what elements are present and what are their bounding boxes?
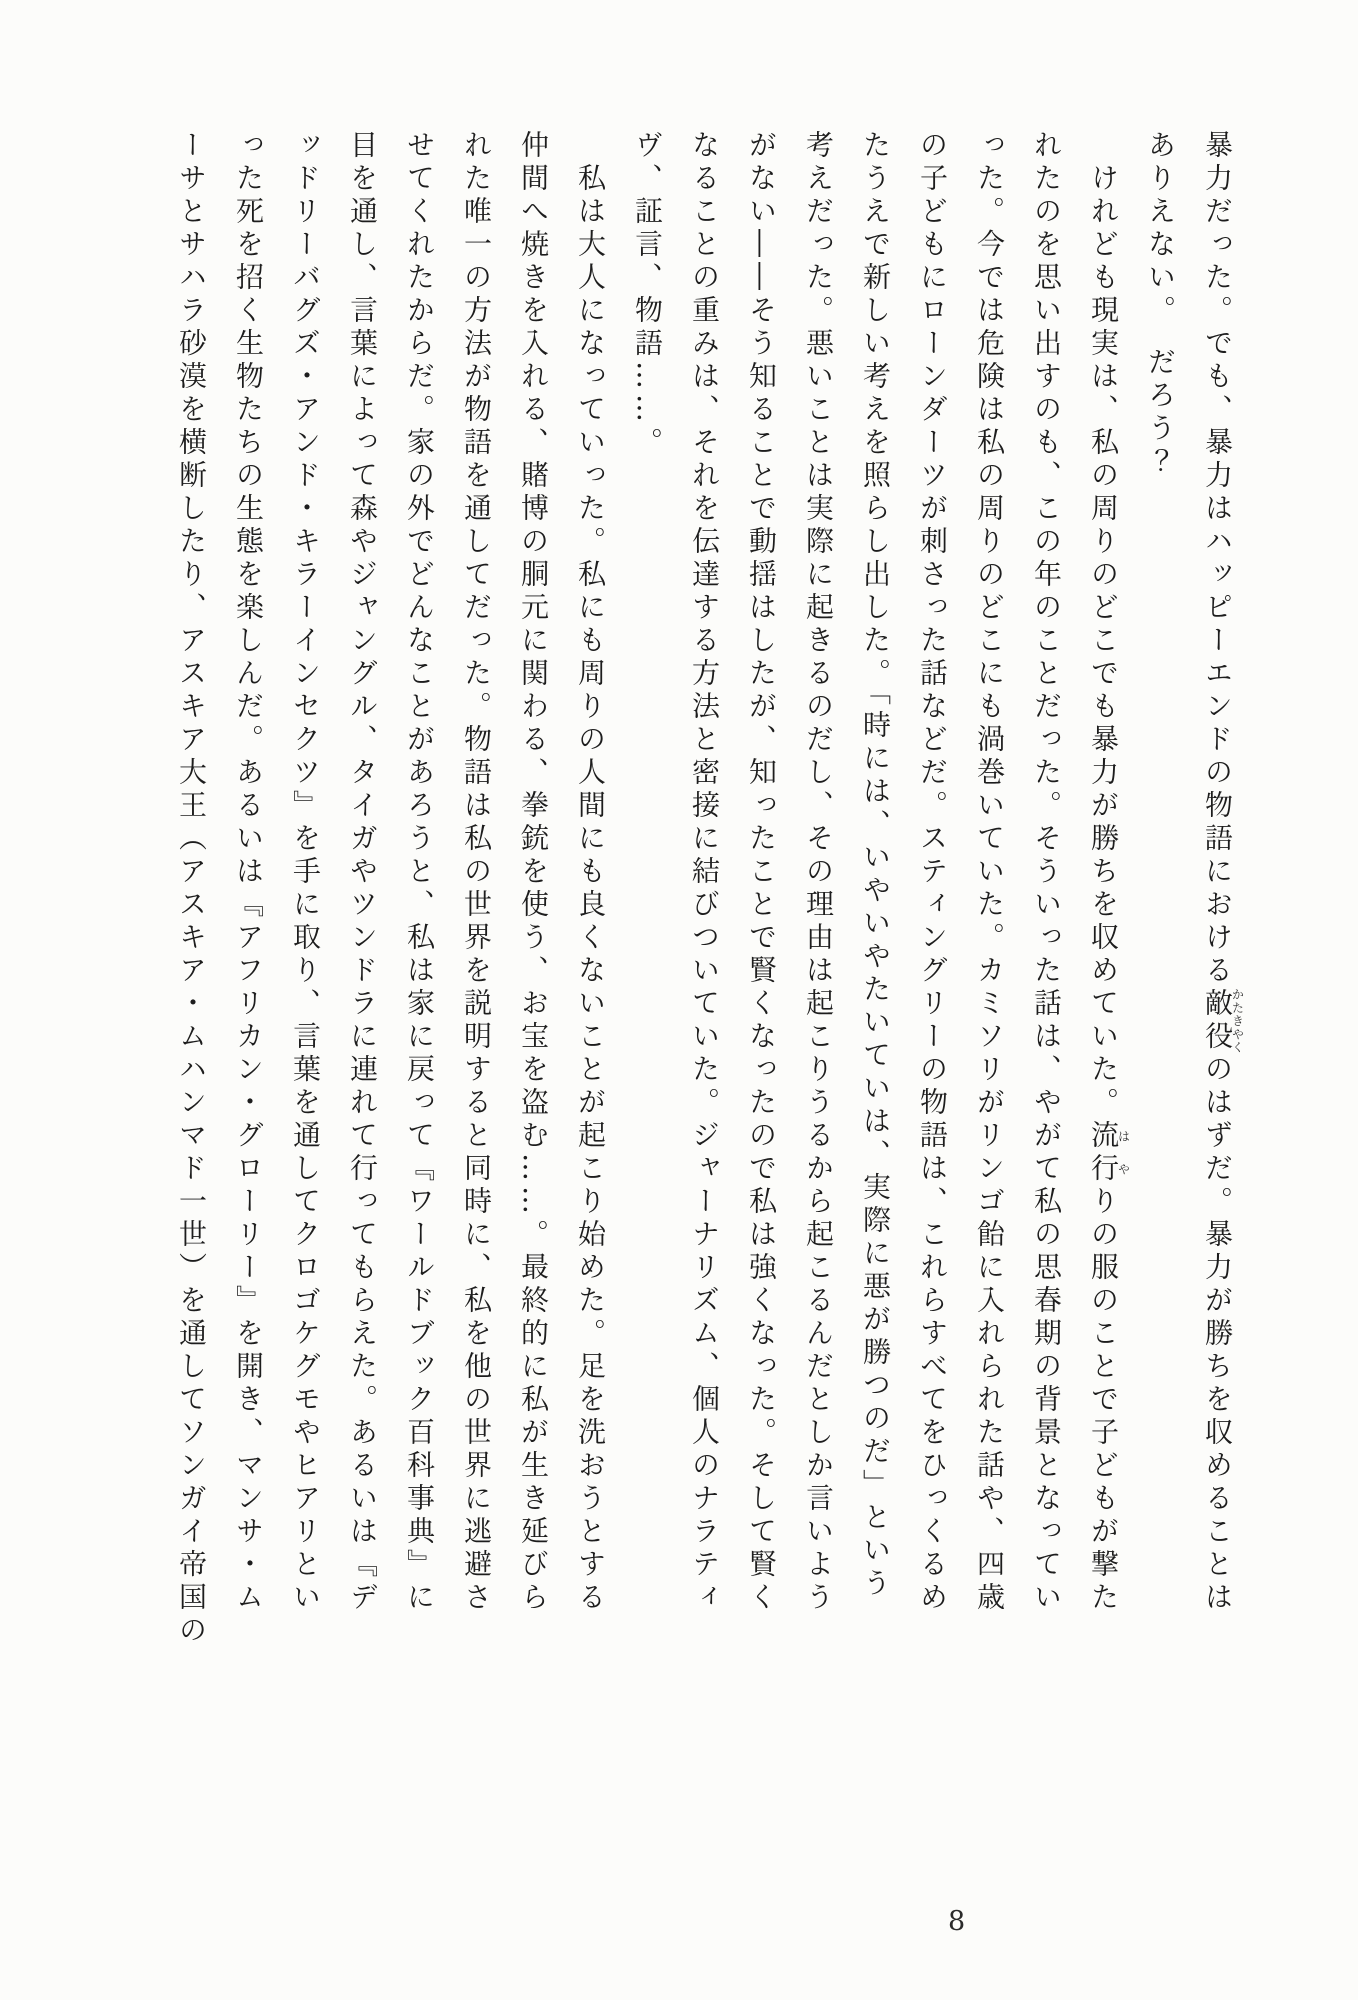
text-column: 仲間へ焼きを入れる、賭博の胴元に関わる、拳銃を使う、お宝を盗む……。最終的に私が生き延びら — [517, 130, 550, 1615]
text-column: れたのを思い出すのも、この年のことだった。そういった話は、やがて私の思春期の背景となってい — [1030, 130, 1063, 1615]
text-column: ッドリーバグズ・アンド・キラーインセクツ』を手に取り、言葉を通してクロゴケグモやヒアリとい — [289, 130, 322, 1615]
text-column: 私は大人になっていった。私にも周りの人間にも良くないことが起こり始めた。足を洗おうとする — [574, 130, 607, 1615]
text-column: ーサとサハラ砂漠を横断したり、アスキア大王（アスキア・ムハンマド一世）を通してソンガイ帝国の — [175, 130, 208, 1648]
text-column: がない――そう知ることで動揺はしたが、知ったことで賢くなったので私は強くなった。そして賢く — [745, 130, 778, 1615]
text-column: 暴力だった。でも、暴力はハッピーエンドの物語における敵役かたきやくのはずだ。暴力が勝ちを収めることは — [1201, 130, 1245, 1615]
furigana-ruby: 流行はや — [1087, 1120, 1131, 1186]
text-column: けれども現実は、私の周りのどこでも暴力が勝ちを収めていた。流行はやりの服のことで子どもが撃た — [1087, 130, 1131, 1615]
page-number: 8 — [948, 1906, 966, 1937]
text-column: の子どもにローンダーツが刺さった話などだ。スティングリーの物語は、これらすべてをひっくるめ — [916, 130, 949, 1615]
text-column: った死を招く生物たちの生態を楽しんだ。あるいは『アフリカン・グローリー』を開き、マンサ・ム — [232, 130, 265, 1615]
text-column: なることの重みは、それを伝達する方法と密接に結びついていた。ジャーナリズム、個人のナラティ — [688, 130, 721, 1615]
text-column: たうえで新しい考えを照らし出した。「時には、いやいやたいていは、実際に悪が勝つのだ」という — [859, 130, 892, 1601]
text-column: ありえない。 だろう？ — [1144, 130, 1177, 479]
vertical-text-block — [163, 130, 1246, 1678]
text-column: ヴ、証言、物語……。 — [631, 130, 664, 460]
text-column: 目を通し、言葉によって森やジャングル、タイガやツンドラに連れて行ってもらえた。あるいは『デ — [346, 130, 379, 1615]
text-column: せてくれたからだ。家の外でどんなことがあろうと、私は家に戻って『ワールドブック百科事典』に — [403, 130, 436, 1615]
text-column: った。今では危険は私の周りのどこにも渦巻いていた。カミソリがリンゴ飴に入れられた話や、四歳 — [973, 130, 1006, 1615]
text-column: 考えだった。悪いことは実際に起きるのだし、その理由は起こりうるから起こるんだとしか言いよう — [802, 130, 835, 1615]
text-column: れた唯一の方法が物語を通してだった。物語は私の世界を説明すると同時に、私を他の世界に逃避さ — [460, 130, 493, 1615]
furigana-ruby: 敵役かたきやく — [1201, 988, 1245, 1054]
